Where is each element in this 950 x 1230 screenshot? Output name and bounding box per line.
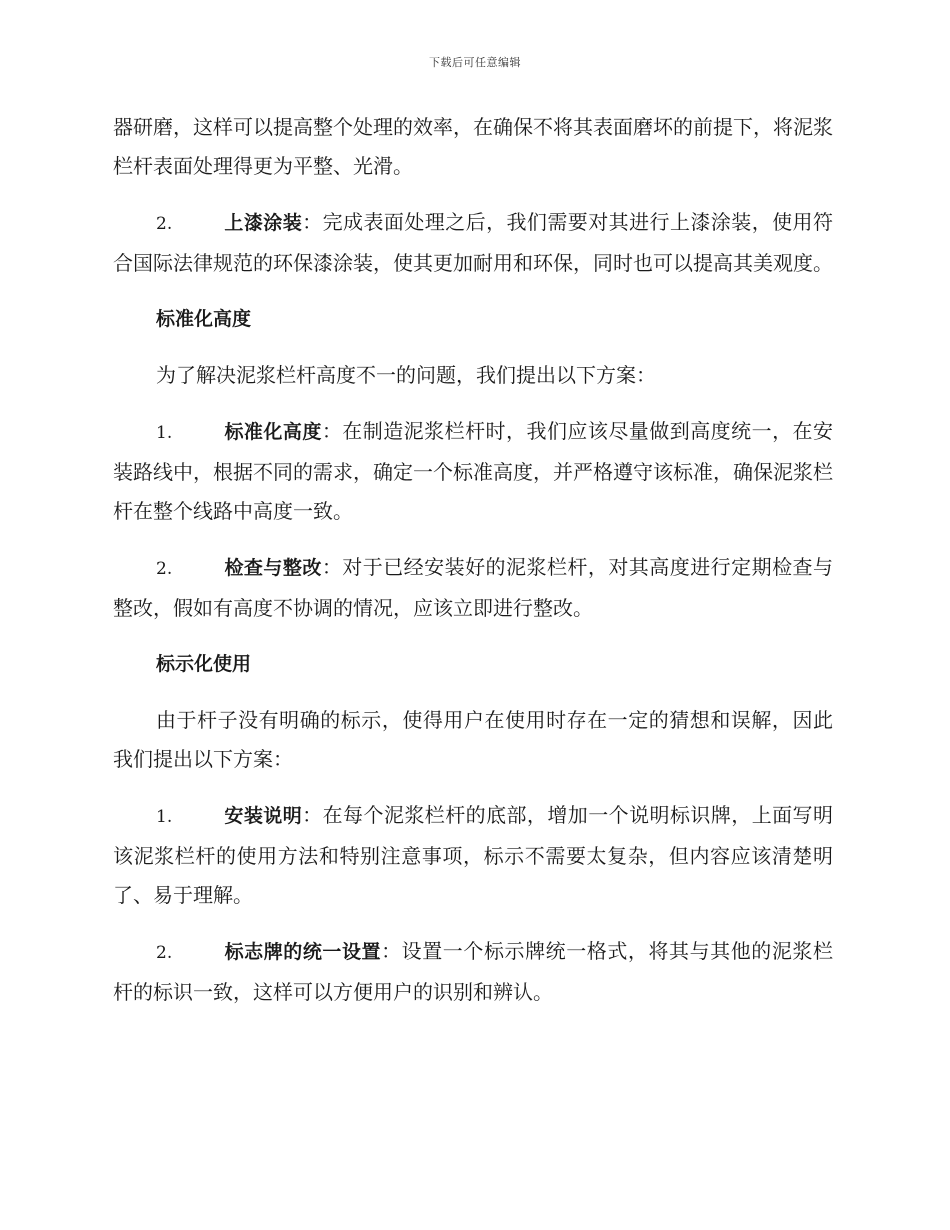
list-text: ：完成表面处理之后，我们需要对其进行上漆涂装，使用符合国际法律规范的环保漆涂装，使其更加耐用和环保，同时也可以提高其美观度。 — [113, 210, 833, 275]
list-number: 1. — [156, 807, 173, 827]
list-number: 1. — [156, 423, 173, 443]
page-header: 下载后可任意编辑 — [429, 56, 521, 69]
list-number: 2. — [156, 214, 173, 234]
list-text: ：设置一个标示牌统一格式，将其与其他的泥浆栏杆的标识一致，这样可以方便用户的识别和辨认。 — [113, 939, 833, 1004]
section-heading: 标示化使用 — [156, 653, 252, 675]
section-heading: 标准化高度 — [156, 308, 252, 330]
list-text: ：在每个泥浆栏杆的底部，增加一个说明标识牌，上面写明该泥浆栏杆的使用方法和特别注意事项，标示不需要太复杂，但内容应该清楚明了、易于理解。 — [113, 803, 833, 907]
list-number: 2. — [156, 559, 173, 579]
list-text: ：在制造泥浆栏杆时，我们应该尽量做到高度统一，在安装路线中，根据不同的需求，确定一个标准高度，并严格遵守该标准，确保泥浆栏杆在整个线路中高度一致。 — [113, 419, 833, 523]
list-term: 检查与整改 — [224, 557, 322, 579]
paragraph: 由于杆子没有明确的标示，使得用户在使用时存在一定的猜想和误解，因此我们提出以下方案： — [113, 708, 833, 771]
list-text: ：对于已经安装好的泥浆栏杆，对其高度进行定期检查与整改，假如有高度不协调的情况，应该立即进行整改。 — [113, 555, 833, 620]
list-item — [113, 932, 833, 1012]
list-item — [113, 548, 833, 628]
list-item — [113, 796, 833, 915]
list-term: 标准化高度 — [224, 421, 322, 443]
list-term: 标志牌的统一设置 — [224, 941, 382, 963]
list-term: 上漆涂装 — [224, 212, 303, 234]
document-body — [113, 108, 833, 1029]
list-item — [113, 412, 833, 531]
list-number: 2. — [156, 943, 173, 963]
list-term: 安装说明 — [224, 805, 303, 827]
paragraph: 器研磨，这样可以提高整个处理的效率，在确保不将其表面磨坏的前提下，将泥浆栏杆表面处理得更为平整、光滑。 — [113, 115, 833, 178]
paragraph: 为了解决泥浆栏杆高度不一的问题，我们提出以下方案： — [156, 363, 656, 387]
list-item — [113, 203, 833, 283]
